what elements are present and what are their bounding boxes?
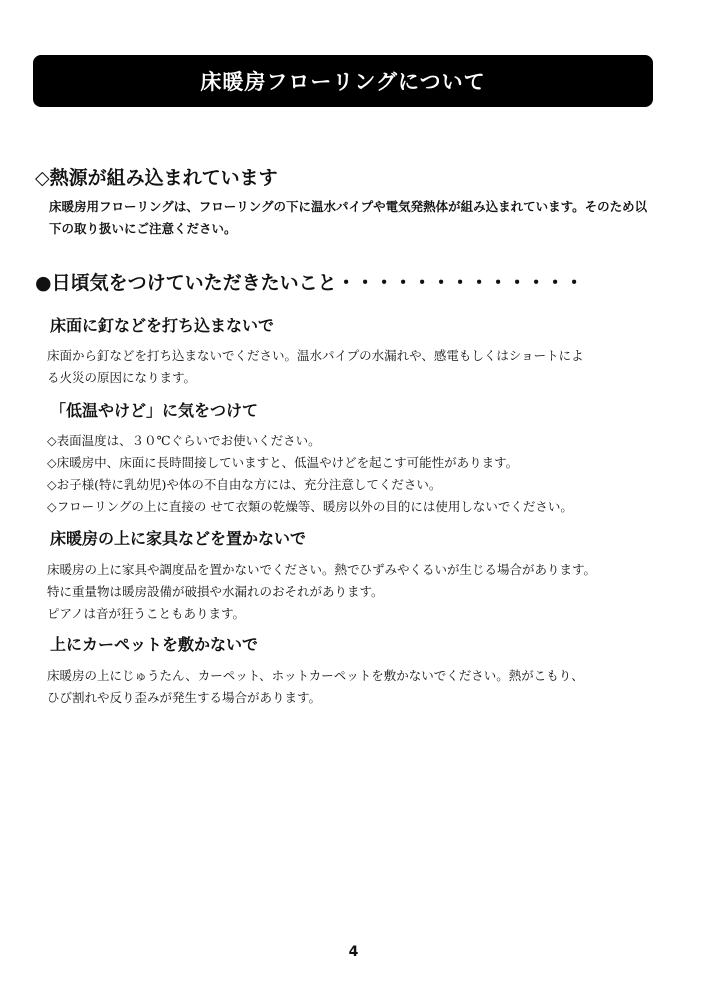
section-heading-furniture: 床暖房の上に家具などを置かないで	[50, 529, 307, 548]
section-heading-low-temp-burn: 「低温やけど」に気をつけて	[50, 401, 259, 420]
page-title: 床暖房フローリングについて	[200, 70, 486, 94]
text-line: ◇表面温度は、３０℃ぐらいでお使いください。	[47, 433, 321, 448]
daily-care-heading: ●日頃気をつけていただきたいこと・・・・・・・・・・・・・	[35, 272, 584, 294]
text-line: ◇フローリングの上に直接の せて衣類の乾燥等、暖房以外の目的には使用しないでください。	[47, 499, 573, 514]
text-line: ピアノは音が狂うこともあります。	[47, 606, 246, 621]
section-text-furniture	[47, 559, 669, 625]
section-heading-carpet: 上にカーペットを敷かないで	[50, 635, 259, 654]
text-line: ◇お子様(特に乳幼児)や体の不自由な方には、充分注意してください。	[47, 477, 442, 492]
page-number: 4	[348, 944, 359, 960]
text-line: ◇床暖房中、床面に長時間接していますと、低温やけどを起こす可能性があります。	[47, 455, 519, 470]
text-line: る火災の原因になります。	[47, 370, 197, 385]
heat-source-text: 床暖房用フローリングは、フローリングの下に温水パイプや電気発熱体が組み込まれています。そのため以下の取り扱いにご注意ください。	[49, 199, 648, 236]
heat-source-heading: ◇熱源が組み込まれています	[35, 167, 278, 189]
text-line: ひび割れや反り歪みが発生する場合があります。	[47, 690, 322, 705]
text-line: 特に重量物は暖房設備が破損や水漏れのおそれがあります。	[47, 584, 384, 599]
section-text-carpet	[47, 665, 669, 709]
title-banner	[33, 55, 653, 107]
section-heading-nails: 床面に釘などを打ち込まないで	[50, 316, 275, 335]
section-text-low-temp-burn	[47, 430, 669, 518]
text-line: 床面から釘などを打ち込まないでください。温水パイプの水漏れや、感電もしくはショートによ	[47, 348, 584, 363]
text-line: 床暖房の上にじゅうたん、カーペット、ホットカーペットを敷かないでください。熱がこもり、	[47, 668, 584, 683]
section-text-nails	[47, 345, 669, 389]
text-line: 床暖房の上に家具や調度品を置かないでください。熱でひずみやくるいが生じる場合があります。	[47, 562, 597, 577]
